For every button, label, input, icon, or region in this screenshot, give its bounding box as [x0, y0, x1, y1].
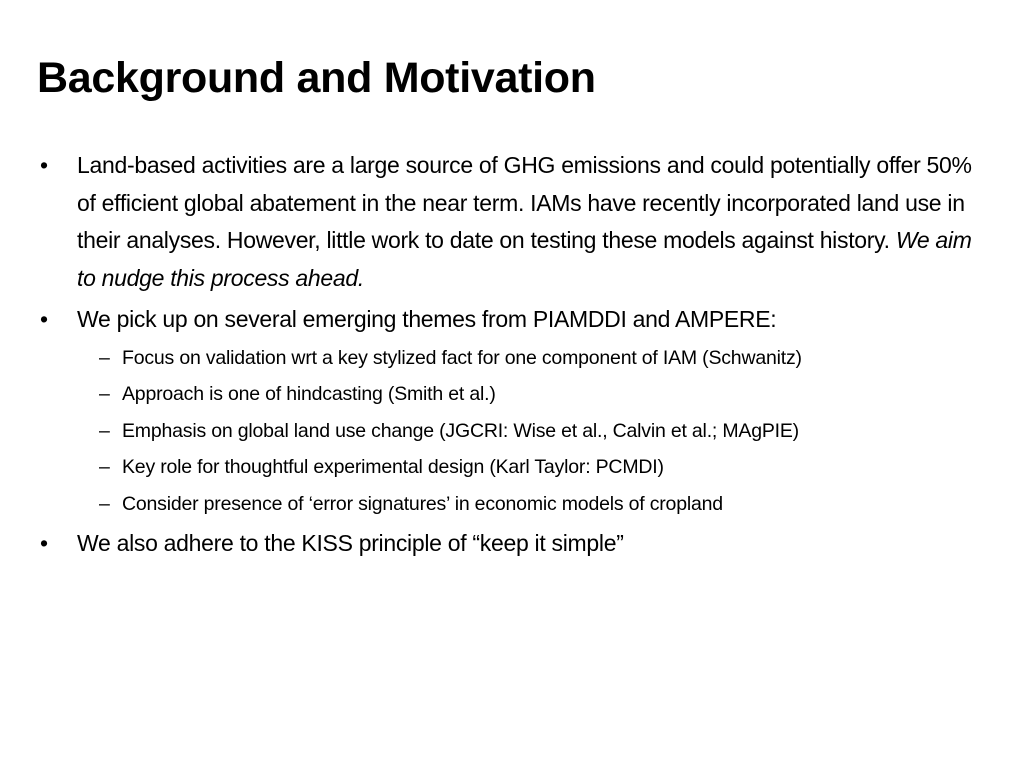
- sub-item: [40, 340, 980, 377]
- sub-text: Approach is one of hindcasting (Smith et al.): [122, 383, 496, 405]
- sub-item: [40, 376, 980, 413]
- sub-marker: –: [99, 492, 110, 515]
- sub-marker: –: [99, 346, 110, 369]
- sub-item: [40, 486, 980, 523]
- bullet-emphasis: We aim to nudge this process ahead.: [77, 227, 972, 291]
- sub-text: Focus on validation wrt a key stylized fact for one component of IAM (Schwanitz): [122, 346, 802, 369]
- sub-text: Key role for thoughtful experimental design (Karl Taylor: PCMDI): [122, 456, 664, 478]
- bullet-marker: •: [40, 530, 48, 556]
- slide-content: [40, 147, 980, 563]
- bullet-marker: •: [40, 306, 48, 332]
- sub-item: [40, 413, 980, 450]
- bullet-item: [40, 147, 980, 297]
- slide-title: Background and Motivation: [37, 54, 596, 102]
- sub-marker: –: [99, 383, 110, 405]
- sub-marker: –: [99, 419, 110, 442]
- bullet-marker: •: [40, 152, 48, 178]
- sub-item: [40, 449, 980, 486]
- sub-list: [40, 340, 980, 523]
- sub-text: Emphasis on global land use change (JGCRI: Wise et al., Calvin et al.; MAgPIE): [122, 419, 799, 442]
- bullet-text: Land-based activities are a large source of GHG emissions and could potentially offer 50% of efficient global abatement in the near term. IAMs have recently incorporated land use in their analyses. However, little work to date on testing these models against history.: [77, 152, 972, 253]
- sub-marker: –: [99, 456, 110, 478]
- bullet-text: We also adhere to the KISS principle of “keep it simple”: [77, 530, 624, 556]
- bullet-item: [40, 525, 980, 563]
- sub-text: Consider presence of ‘error signatures’ in economic models of cropland: [122, 492, 723, 515]
- bullet-text: We pick up on several emerging themes from PIAMDDI and AMPERE:: [77, 306, 777, 332]
- bullet-item: [40, 301, 980, 339]
